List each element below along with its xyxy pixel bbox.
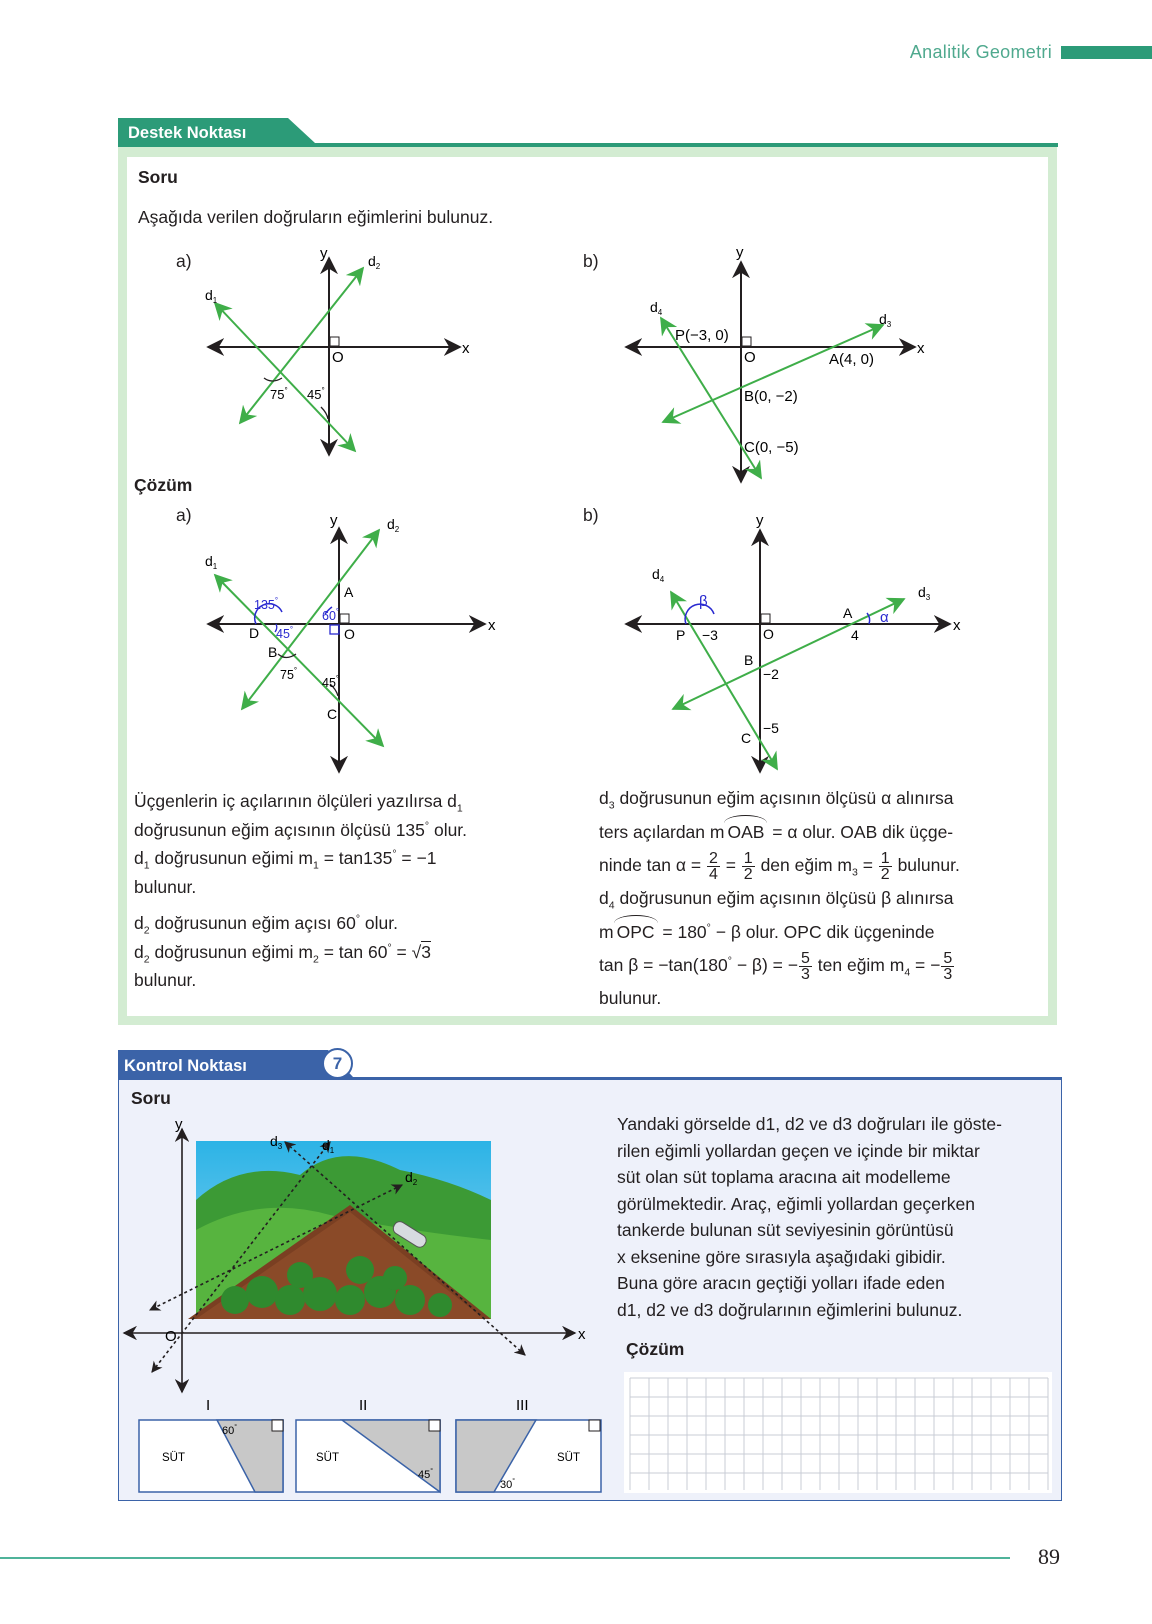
- tank-label-3: III: [516, 1397, 529, 1414]
- d4-label: $d_4$: [652, 566, 665, 584]
- angle-60: 60°: [322, 607, 340, 623]
- solution-a-paragraph-2: $d_2$ doğrusunun eğim açısı 60° olur. $d_2$ doğrusunun eğimi $m_2 = \tan 60^\circ = √3$ bulunur.: [134, 913, 431, 990]
- tank-1: [139, 1420, 283, 1492]
- question-text: Aşağıda verilen doğruların eğimlerini bulunuz.: [138, 207, 494, 227]
- tick-neg5: −5: [763, 720, 779, 736]
- kontrol-line: süt olan süt toplama aracına ait modelleme: [617, 1167, 951, 1187]
- point-A: A: [843, 605, 853, 621]
- y-label: y: [330, 512, 338, 529]
- origin-label: O: [344, 626, 355, 642]
- origin-label: O: [332, 349, 344, 366]
- page-number: 89: [1038, 1544, 1060, 1569]
- chapter-title: Analitik Geometri: [909, 42, 1052, 62]
- kontrol-d1-label: $d_1$: [322, 1137, 335, 1155]
- part-b-label-solution: b): [583, 505, 599, 525]
- kontrol-line: d1, d2 ve d3 doğrularının eğimlerini bulunuz.: [617, 1299, 963, 1320]
- y-label: y: [756, 512, 764, 529]
- angle-75: 75°: [270, 386, 288, 402]
- angle-45: 45°: [322, 674, 340, 690]
- kontrol-d2-label: $d_2$: [405, 1169, 418, 1187]
- point-C-label: C(0, −5): [744, 439, 799, 456]
- kontrol-x-label: x: [578, 1326, 586, 1343]
- x-label: x: [917, 340, 925, 357]
- tank-label-1: I: [206, 1397, 211, 1414]
- angle-75: 75°: [280, 666, 298, 682]
- point-C: C: [741, 730, 752, 746]
- part-a-label: a): [176, 251, 192, 271]
- solution-b-paragraph: $d_3$ doğrusunun eğim açısının ölçüsü α alınırsa ters açılardan m OAB = α olur. OAB dik üçge- ninde tan α = $\frac{2}{4}$ = $\frac{1}{2}$ den eğim $m_3$ = $\frac{1}{2}$ bulunur. $d_4$ doğrusunun eğim açısının ölçüsü β alınırsa m OPC = 180° − β olur. OPC dik üçgeninde tan β = −tan(180° − β) = − $\frac{5}{3}$ ten eğim $m_4$ = − $\frac{5}{3}$ bulunur.: [599, 788, 960, 1008]
- kontrol-line: Buna göre aracın geçtiği yolları ifade eden: [617, 1273, 945, 1293]
- kontrol-line: tankerde bulunan süt seviyesinin görüntüsü: [617, 1220, 954, 1240]
- kontrol-origin-label: O: [165, 1328, 177, 1345]
- kontrol-line: rilen eğimli yollardan geçen ve içinde bir miktar: [617, 1140, 980, 1161]
- kontrol-number-badge: 7: [322, 1048, 353, 1079]
- kontrol-soru-heading: Soru: [131, 1088, 171, 1108]
- alpha-symbol: α: [880, 609, 889, 626]
- point-B: B: [268, 644, 278, 660]
- origin-label: O: [763, 626, 774, 642]
- part-a-label-solution: a): [176, 505, 192, 525]
- d2-label: $d_2$: [387, 516, 400, 534]
- point-B: B: [744, 652, 754, 668]
- tank-1-sut: SÜT: [162, 1452, 185, 1464]
- tick-neg2: −2: [763, 666, 779, 682]
- point-A-label: A(4, 0): [829, 351, 875, 368]
- point-P-label: P(−3, 0): [675, 327, 729, 344]
- tank-2-sut: SÜT: [316, 1452, 339, 1464]
- kontrol-paragraph: [617, 1111, 1047, 1323]
- x-label: x: [488, 617, 496, 634]
- tank-2: [296, 1420, 440, 1492]
- y-label: y: [320, 245, 328, 262]
- d4-label: $d_4$: [650, 299, 663, 317]
- point-A: A: [344, 584, 354, 600]
- tank-1-angle: 60°: [222, 1424, 238, 1437]
- d2-label: $d_2$: [368, 253, 381, 271]
- angle-45-blue: 45°: [276, 625, 294, 641]
- tank-3-angle: 30°: [500, 1478, 516, 1491]
- beta-symbol: β: [699, 593, 708, 610]
- tick-4: 4: [851, 627, 859, 643]
- tank-2-angle: 45°: [418, 1468, 434, 1481]
- y-label: y: [736, 244, 744, 261]
- tank-label-2: II: [359, 1397, 368, 1414]
- tank-3: [456, 1420, 601, 1492]
- soru-heading: Soru: [138, 167, 178, 187]
- origin-label: O: [744, 349, 756, 366]
- x-label: x: [953, 617, 961, 634]
- answer-grid: [624, 1372, 1052, 1493]
- angle-135: 135°: [254, 596, 279, 612]
- point-B-label: B(0, −2): [744, 388, 798, 405]
- kontrol-d3-label: $d_3$: [270, 1133, 283, 1151]
- x-label: x: [462, 340, 470, 357]
- point-C: C: [327, 706, 338, 722]
- kontrol-line: Yandaki görselde d1, d2 ve d3 doğruları ile göste-: [617, 1114, 1002, 1134]
- footer-line: [0, 1557, 1010, 1559]
- part-b-label: b): [583, 251, 599, 271]
- solution-a-paragraph-1: Üçgenlerin iç açılarının ölçüleri yazılırsa $d_1$ doğrusunun eğim açısının ölçüsü 135° olur. $d_1$ doğrusunun eğimi $m_1 = \tan 135^\circ = -1$ bulunur.: [134, 791, 468, 897]
- tank-3-sut: SÜT: [557, 1452, 580, 1464]
- angle-45: 45°: [307, 386, 325, 402]
- kontrol-line: görülmektedir. Araç, eğimli yollardan geçerken: [617, 1193, 975, 1214]
- kontrol-line: x eksenine göre sırasıyla aşağıdaki gibidir.: [617, 1246, 946, 1267]
- tick-neg3: −3: [702, 627, 718, 643]
- destek-tab-label: Destek Noktası: [128, 124, 247, 142]
- kontrol-tab-label: Kontrol Noktası: [124, 1057, 247, 1075]
- point-D: D: [249, 625, 260, 641]
- d1-label: $d_1$: [205, 553, 218, 571]
- d3-label: $d_3$: [918, 584, 931, 602]
- d1-label: $d_1$: [205, 287, 218, 305]
- point-P: P: [676, 627, 686, 643]
- kontrol-cozum-heading: Çözüm: [626, 1339, 685, 1359]
- kontrol-y-label: y: [175, 1116, 183, 1133]
- cozum-heading: Çözüm: [134, 475, 193, 495]
- d3-label: $d_3$: [879, 311, 892, 329]
